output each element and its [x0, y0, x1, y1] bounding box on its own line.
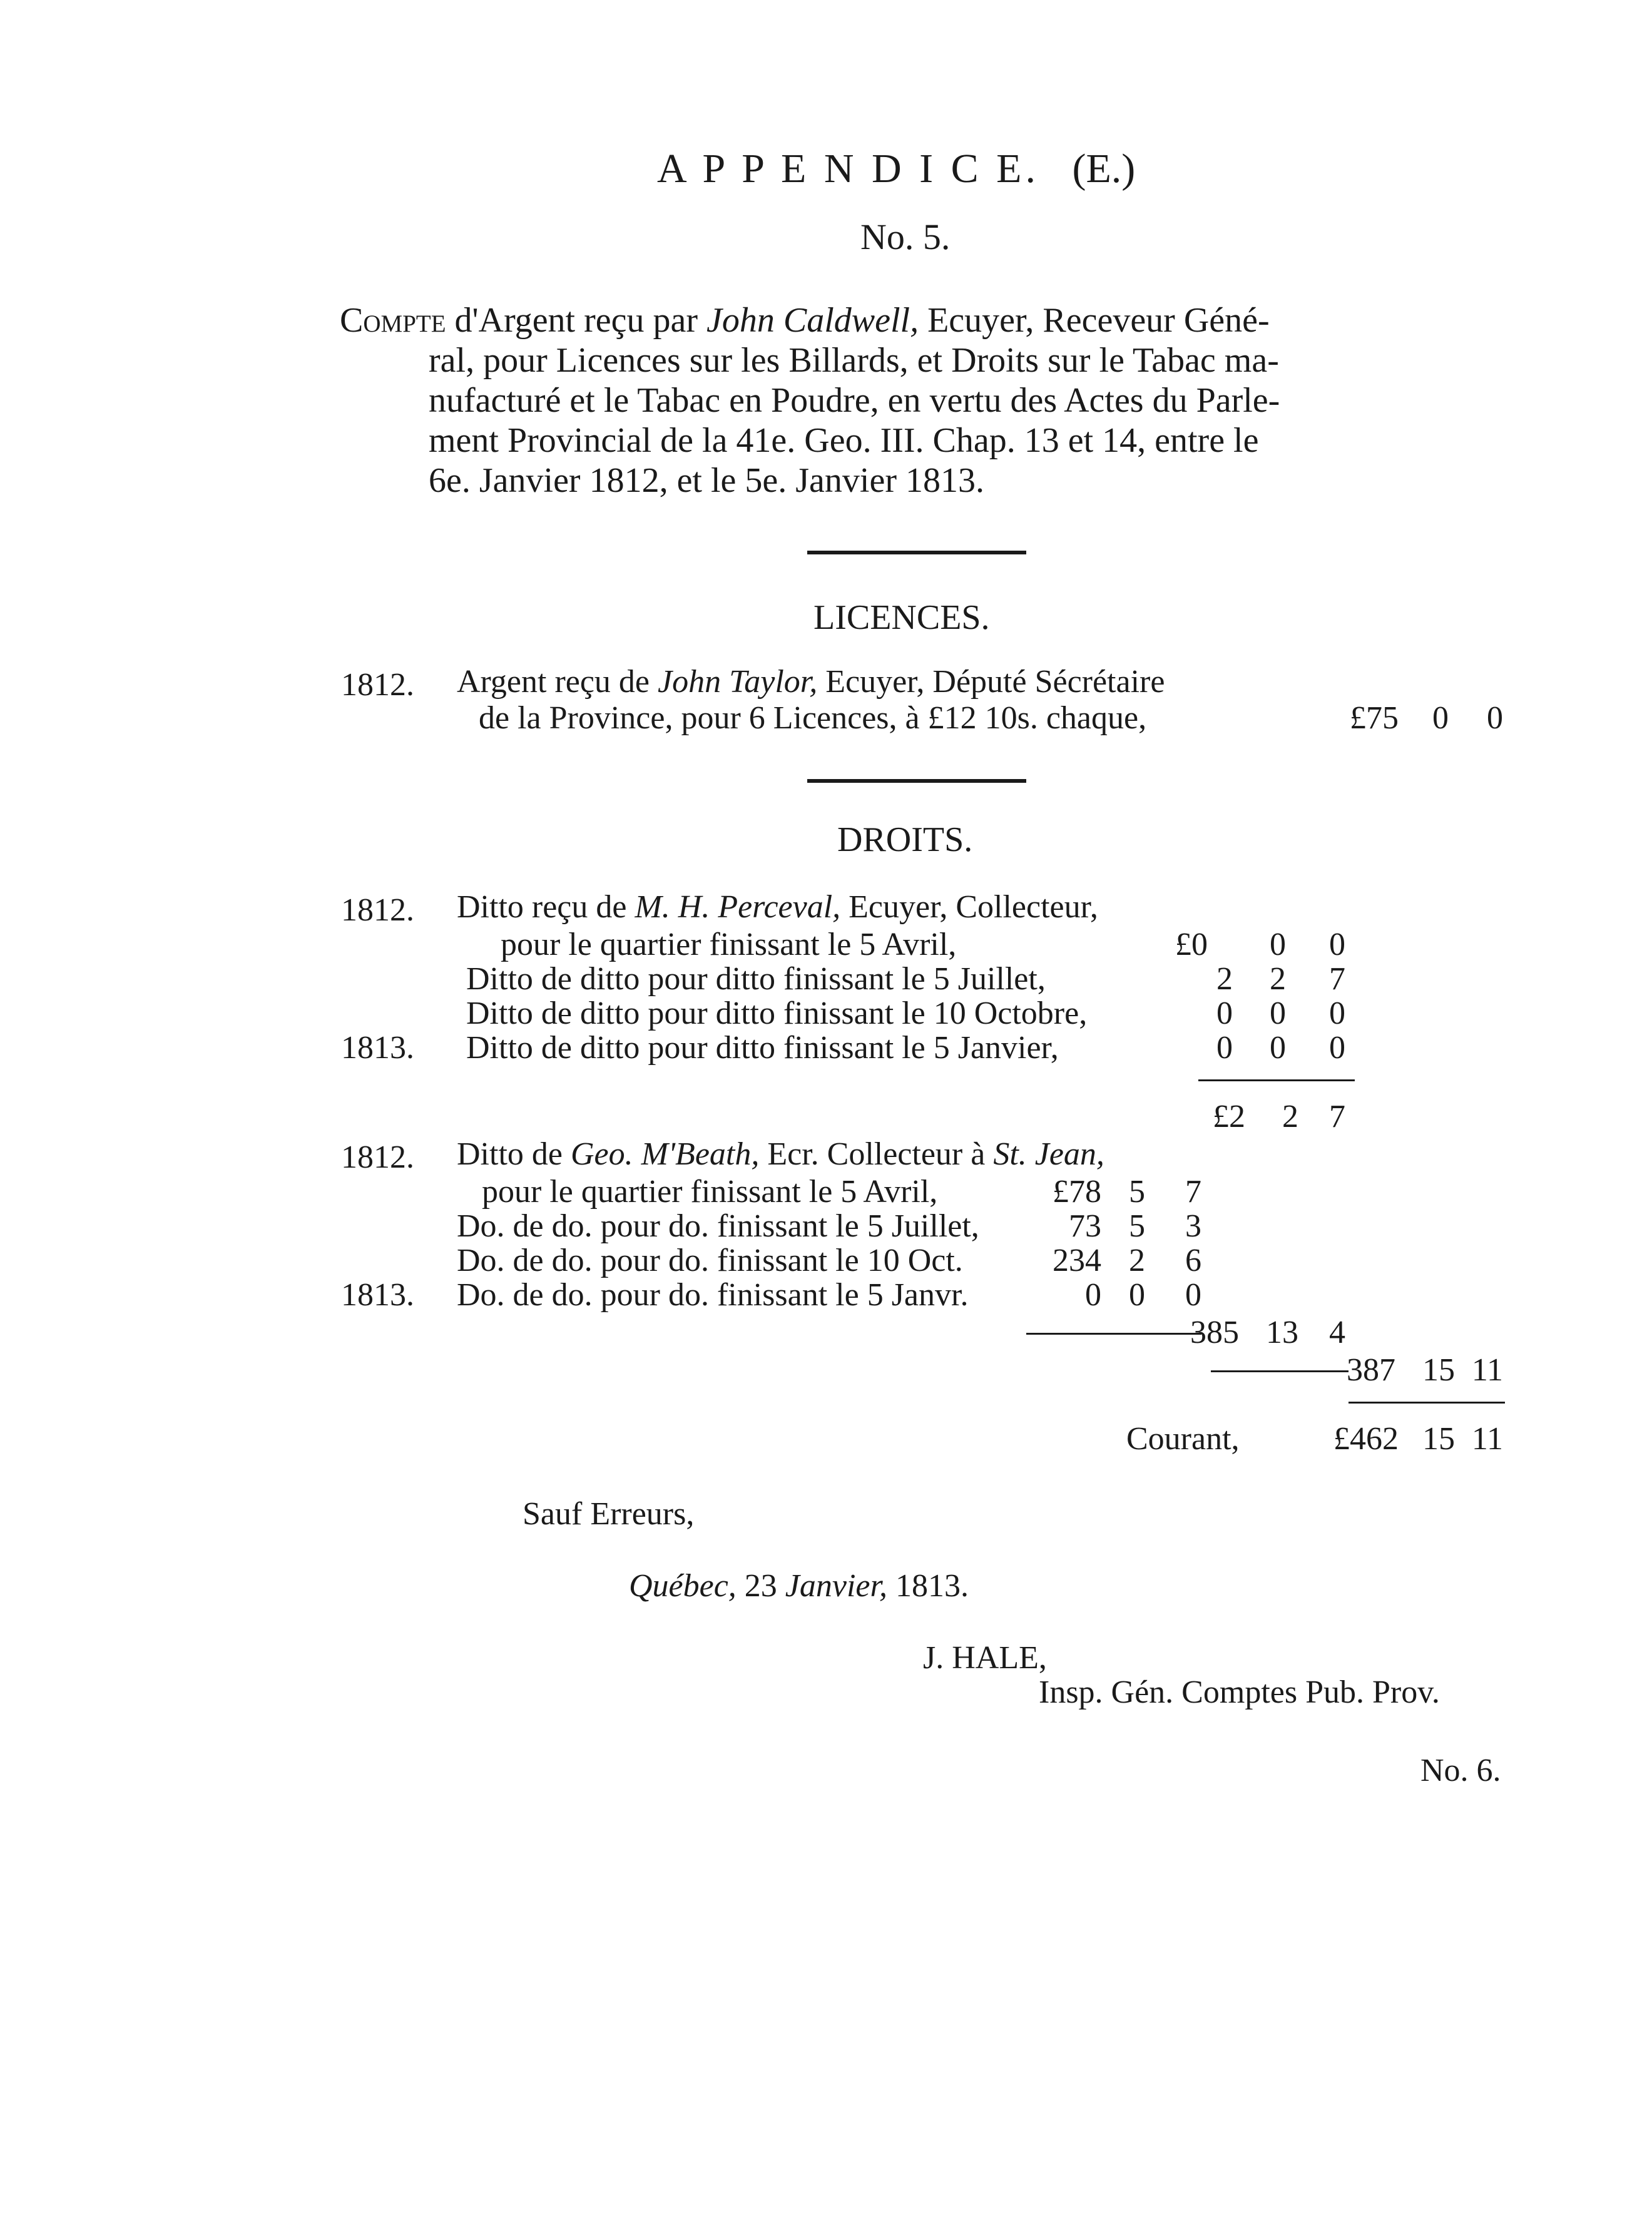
perceval-header-a: Ditto reçu de [457, 889, 635, 925]
perceval-header-b: Ecuyer, Collecteur, [840, 889, 1098, 925]
mbeath-subtotal-pence: 4 [1329, 1315, 1345, 1350]
courant-label: Courant, [1126, 1421, 1240, 1457]
signer-title: Insp. Gén. Comptes Pub. Prov. [1039, 1674, 1440, 1710]
mbeath-row-1-pounds: £78 [1053, 1174, 1101, 1210]
mbeath-row-2-shillings: 5 [1129, 1208, 1145, 1244]
appendix-title-text: A P P E N D I C E. [657, 146, 1039, 191]
mbeath-subtotal-pounds: 385 [1190, 1315, 1239, 1350]
date-day: 23 [736, 1568, 785, 1604]
perceval-row-3-text: Ditto de ditto pour ditto finissant le 10 Octobre, [466, 996, 1088, 1031]
perceval-row-1-pounds: £0 [1175, 927, 1208, 962]
droits-total-pence: 11 [1471, 1352, 1503, 1388]
signer-name: J. HALE, [923, 1640, 1047, 1676]
mbeath-row-2-pounds: 73 [1069, 1208, 1101, 1244]
licences-amount-pounds: £75 [1350, 700, 1399, 736]
perceval-row-4-pounds: 0 [1216, 1030, 1233, 1066]
date-month: Janvier, [785, 1568, 887, 1604]
mbeath-row-3-text: Do. de do. pour do. finissant le 10 Oct. [457, 1243, 963, 1278]
perceval-row-3-pounds: 0 [1216, 996, 1233, 1031]
place-name: Québec, [629, 1568, 737, 1604]
courant-rule [1349, 1402, 1505, 1404]
intro-lead: Compte [340, 301, 446, 340]
perceval-row-3-shillings: 0 [1270, 996, 1286, 1031]
mbeath-row-2-pence: 3 [1185, 1208, 1201, 1244]
licences-amount-pence: 0 [1487, 700, 1503, 736]
mbeath-header-a: Ditto de [457, 1136, 571, 1172]
section-divider-1 [807, 551, 1026, 554]
intro-line-1b: Ecuyer, Receveur Géné- [919, 301, 1270, 340]
perceval-total-pounds: £2 [1213, 1099, 1245, 1134]
perceval-year: 1812. [341, 892, 414, 928]
licences-line-2: de la Province, pour 6 Licences, à £12 10s. chaque, [479, 700, 1147, 736]
perceval-header [457, 889, 1098, 925]
intro-line-5: 6e. Janvier 1812, et le 5e. Janvier 1813. [429, 461, 984, 500]
perceval-row-4-shillings: 0 [1270, 1030, 1286, 1066]
perceval-row-1-text: pour le quartier finissant le 5 Avril, [501, 927, 957, 962]
licences-line-1a: Argent reçu de [457, 664, 658, 700]
licences-heading: LICENCES. [813, 598, 990, 637]
mbeath-name: Geo. M'Beath, [570, 1136, 760, 1172]
mbeath-year: 1812. [341, 1139, 414, 1175]
mbeath-row-1-shillings: 5 [1129, 1174, 1145, 1210]
mbeath-row-3-pence: 6 [1185, 1243, 1201, 1278]
intro-line-3: nufacturé et le Tabac en Poudre, en vertu des Actes du Parle- [429, 381, 1280, 420]
mbeath-row-2-text: Do. de do. pour do. finissant le 5 Juillet, [457, 1208, 979, 1244]
appendix-title [657, 145, 1135, 193]
mbeath-header-b: Ecr. Collecteur à [759, 1136, 994, 1172]
courant-pounds: £462 [1333, 1421, 1399, 1457]
intro-person-name: John Caldwell, [706, 301, 919, 340]
perceval-row-2-pounds: 2 [1216, 961, 1233, 997]
perceval-total-pence: 7 [1329, 1099, 1345, 1134]
perceval-row-4-pence: 0 [1329, 1030, 1345, 1066]
perceval-row-4-text: Ditto de ditto pour ditto finissant le 5 Janvier, [466, 1030, 1059, 1066]
mbeath-row-3-pounds: 234 [1053, 1243, 1101, 1278]
mbeath-row-4-text: Do. de do. pour do. finissant le 5 Janvr. [457, 1277, 969, 1313]
perceval-row-2-pence: 7 [1329, 961, 1345, 997]
intro-line-2: ral, pour Licences sur les Billards, et Droits sur le Tabac ma- [429, 341, 1279, 380]
intro-paragraph [341, 300, 1505, 501]
licences-line-1 [457, 663, 1165, 700]
mbeath-row-4-pence: 0 [1185, 1277, 1201, 1313]
mbeath-subtotal-shillings: 13 [1266, 1315, 1298, 1350]
date-year: 1813. [887, 1568, 969, 1604]
perceval-total-shillings: 2 [1282, 1099, 1298, 1134]
mbeath-row-1-text: pour le quartier finissant le 5 Avril, [482, 1174, 938, 1210]
perceval-row-3-pence: 0 [1329, 996, 1345, 1031]
intro-line-4: ment Provincial de la 41e. Geo. III. Chap. 13 et 14, entre le [429, 421, 1259, 460]
licences-person-name: John Taylor, [658, 664, 818, 700]
intro-line-1 [340, 300, 1505, 340]
perceval-row-1-pence: 0 [1329, 927, 1345, 962]
licences-year: 1812. [341, 667, 414, 703]
mbeath-row-4-shillings: 0 [1129, 1277, 1145, 1313]
document-number: No. 5. [860, 217, 951, 257]
place-date [629, 1567, 969, 1604]
licences-line-1b: Ecuyer, Député Sécrétaire [817, 664, 1165, 700]
perceval-row-2-text: Ditto de ditto pour ditto finissant le 5 Juillet, [466, 961, 1046, 997]
mbeath-subtotal-leader [1026, 1333, 1201, 1335]
section-divider-2 [807, 779, 1026, 783]
appendix-title-suffix: (E.) [1072, 146, 1136, 191]
mbeath-place: St. Jean, [993, 1136, 1104, 1172]
mbeath-header [457, 1136, 1104, 1173]
mbeath-row-3-shillings: 2 [1129, 1243, 1145, 1278]
next-document-number: No. 6. [1420, 1753, 1501, 1788]
mbeath-row-4-pounds: 0 [1085, 1277, 1101, 1313]
droits-total-leader [1211, 1370, 1349, 1372]
droits-total-shillings: 15 [1422, 1352, 1455, 1388]
courant-pence: 11 [1471, 1421, 1503, 1457]
perceval-row-4-year: 1813. [341, 1030, 414, 1066]
perceval-total-rule [1198, 1079, 1355, 1081]
perceval-row-1-shillings: 0 [1270, 927, 1286, 962]
droits-heading: DROITS. [837, 820, 973, 859]
mbeath-row-1-pence: 7 [1185, 1174, 1201, 1210]
courant-shillings: 15 [1422, 1421, 1455, 1457]
droits-total-pounds: 387 [1347, 1352, 1395, 1388]
mbeath-row-4-year: 1813. [341, 1277, 414, 1313]
perceval-name: M. H. Perceval, [635, 889, 841, 925]
perceval-row-2-shillings: 2 [1270, 961, 1286, 997]
intro-line-1a: d'Argent reçu par [446, 301, 706, 340]
licences-amount-shillings: 0 [1432, 700, 1449, 736]
errors-excepted: Sauf Erreurs, [523, 1496, 695, 1532]
